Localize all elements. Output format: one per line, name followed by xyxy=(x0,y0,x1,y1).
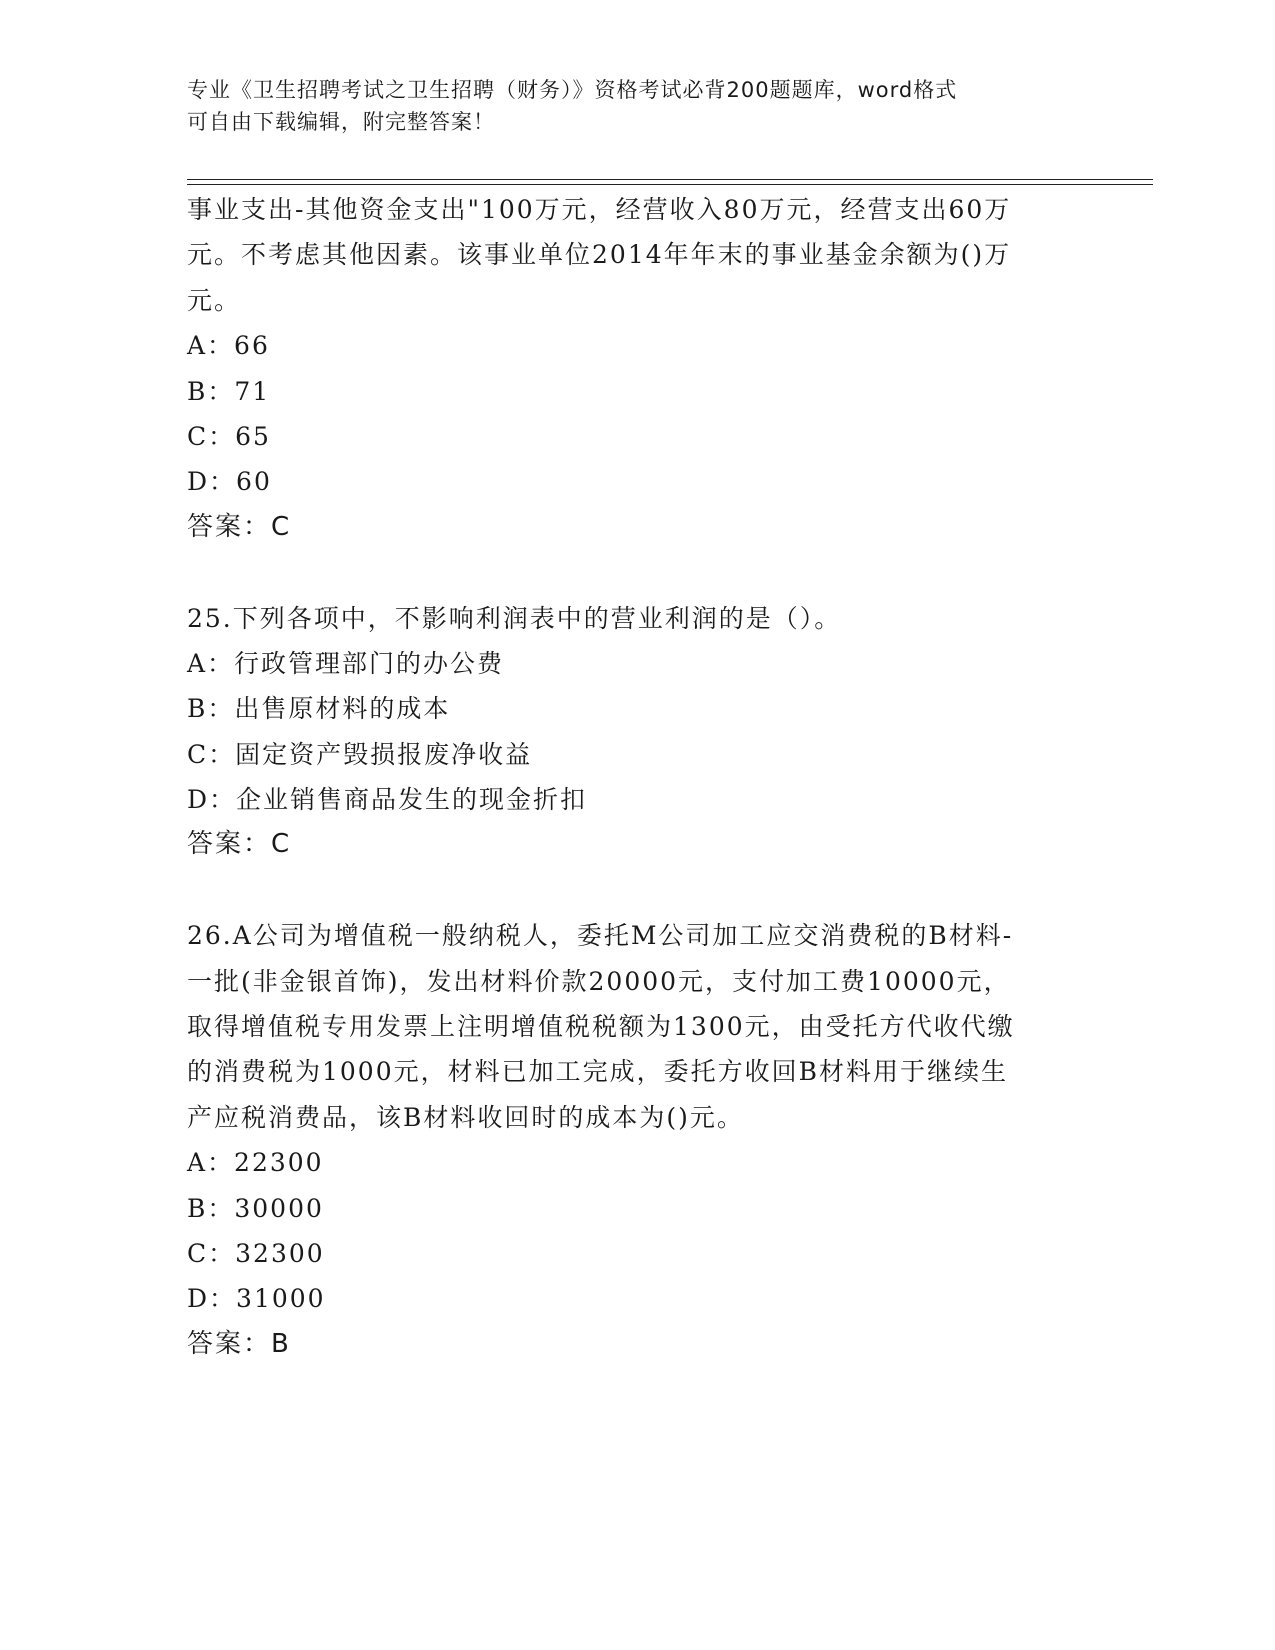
question-26 xyxy=(187,913,1087,1367)
spacer xyxy=(187,550,1087,595)
option-b: B：30000 xyxy=(187,1193,324,1223)
option-b: B：71 xyxy=(187,376,271,406)
option-c: C：65 xyxy=(187,421,271,451)
header-line-2: 可自由下载编辑，附完整答案！ xyxy=(187,110,495,134)
question-stem-line: 一批(非金银首饰)，发出材料价款20000元，支付加工费10000元， xyxy=(187,966,1011,996)
option-a: A：66 xyxy=(187,331,270,361)
question-24 xyxy=(187,187,1087,550)
answer: 答案：C xyxy=(187,829,292,860)
option-d: D：企业销售商品发生的现金折扣 xyxy=(187,785,588,815)
question-stem-line: 取得增值税专用发票上注明增值税税额为1300元，由受托方代收代缴 xyxy=(187,1012,1015,1042)
option-a: A：22300 xyxy=(187,1148,324,1178)
question-stem-line: 产应税消费品，该B材料收回时的成本为()元。 xyxy=(187,1102,744,1132)
page-header xyxy=(187,74,1067,138)
question-stem-line: 元。 xyxy=(187,285,242,315)
header-divider-bottom xyxy=(187,184,1153,185)
option-d: D：60 xyxy=(187,467,272,497)
question-stem-line: 26.A公司为增值税一般纳税人，委托M公司加工应交消费税的B材料- xyxy=(187,921,1014,951)
option-c: C：固定资产毁损报废净收益 xyxy=(187,739,533,769)
question-stem-line: 25.下列各项中，不影响利润表中的营业利润的是（）。 xyxy=(187,603,842,633)
question-stem-line: 事业支出-其他资金支出"100万元，经营收入80万元，经营支出60万 xyxy=(187,195,1012,224)
option-d: D：31000 xyxy=(187,1284,326,1314)
question-stem-line: 的消费税为1000元，材料已加工完成，委托方收回B材料用于继续生 xyxy=(187,1057,1008,1087)
option-c: C：32300 xyxy=(187,1238,325,1268)
spacer xyxy=(187,868,1087,913)
answer: 答案：C xyxy=(187,511,292,542)
header-line-1: 专业《卫生招聘考试之卫生招聘（财务）》资格考试必背200题题库，word格式 xyxy=(187,78,958,102)
option-b: B：出售原材料的成本 xyxy=(187,694,451,724)
question-stem-line: 元。不考虑其他因素。该事业单位2014年年末的事业基金余额为()万 xyxy=(187,240,1012,270)
header-divider-top xyxy=(187,179,1153,180)
document-body xyxy=(187,187,1087,1367)
option-a: A：行政管理部门的办公费 xyxy=(187,648,505,678)
answer: 答案：B xyxy=(187,1328,291,1359)
question-25 xyxy=(187,596,1087,868)
